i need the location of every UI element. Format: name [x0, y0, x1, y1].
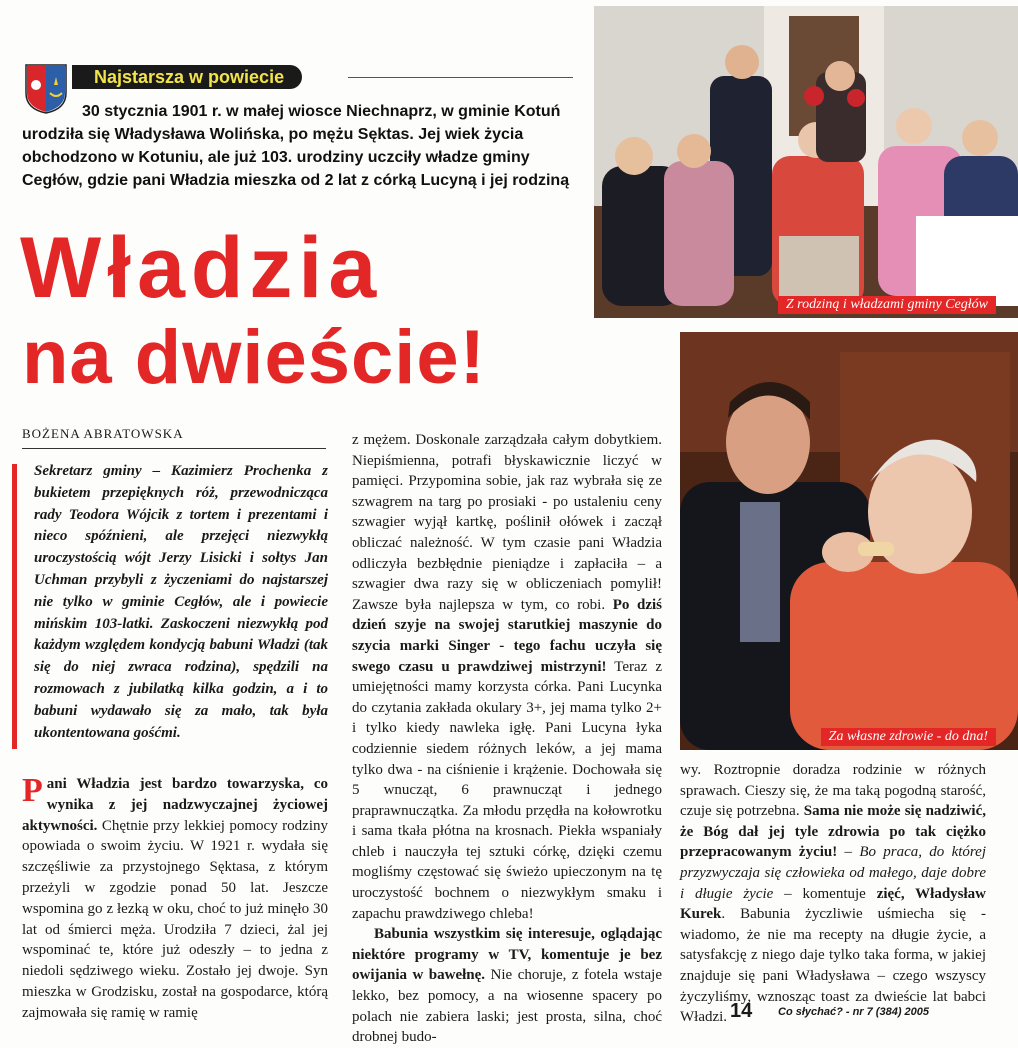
author-byline: BOŻENA ABRATOWSKA	[22, 426, 326, 449]
column-1-paragraph	[22, 774, 328, 1024]
intro-paragraph: Sekretarz gminy – Kazimierz Prochenka z bukietem przepięknych róż, przewodnicząca rady Teodora Wójcik z tortem i prezentami i nieco spóźnieni, ale przejęci niezwykłą uroczystością wójt Jerzy Lisicki i sołtys Jan Uchman przybyli z życzeniami do najstarszej nie tylko w gminie Cegłów, ale i powiecie mińskim 103-latki. Zaskoczeni niezwykłą pod każdym względem kondycją babuni Władzi (tak się do niej zwraca rodzina), spędzili na rozmowach z jubilatką kilka godzin, a i to babuni wydawało się za mało, tak była ukontentowana gośćmi.	[34, 463, 328, 741]
article-column-2	[352, 430, 662, 1048]
column-3-text: wy. Roztropnie doradza rodzinie w różnych sprawach. Cieszy się, że ma taką pogodną starość, czuje się potrzebna.	[680, 762, 986, 820]
headline-line-2: na dwieście!	[22, 315, 486, 400]
column-2-text: Teraz z umiejętności mamy korzysta córka. Pani Lucynka do czytania zakłada okulary 3+, jej mama tylko 2+ i tylko kiedy nawleka igłę. Pani Lucyna łyka codziennie siedem różnych leków, a jej mama tylko dwa - na ciśnienie i krążenie. Dochowała się 5 wnucząt, 6 prawnucząt i jednego praprawnuczątka. Za młodu przędła na kołowrotku i sama tkała płótna na krosnach. Piekła wspaniały chleb i nauczyła tej sztuki córkę, dzięki czemu mogliśmy częstować się świeżo upieczonym na tę uroczystość bochnem o niezwykłym smaku i zapachu prawdziwego chleba!	[352, 658, 662, 922]
column-3-text: . Babunia życzliwie uśmiecha się - wiadomo, że nie ma recepty na długie życie, a satysfakcję z niego daje tylko taka forma, w jakiej znajduje się pani Władysława – czego wszyscy życzyliśmy, wznosząc toast za dwieście lat babci Władzi.	[680, 906, 986, 1026]
headline-line-1: Władzia	[20, 220, 383, 316]
column-3-bold-1: Sama nie może się nadziwić, że Bóg dał jej tyle zdrowia po tak ciężko przepracowanym życiu!	[680, 803, 986, 861]
article-column-3	[680, 760, 986, 1028]
column-2-bold-1: Po dziś dzień szyje na swojej starutkiej maszynie do szycia marki Singer - tego fachu uczyła się swego czasu u prawdziwej mistrzyni!	[352, 596, 662, 675]
section-badge	[18, 63, 578, 91]
column-2-text: Nie choruje, z fotela wstaje lekko, bez pomocy, a na wiosenne spacery po polach nie zabiera laski; jest prosta, silna, choć drobnej budo-	[352, 967, 662, 1046]
lead-paragraph: 30 stycznia 1901 r. w małej wiosce Niechnaprz, w gminie Kotuń urodziła się Władysława Wolińska, po mężu Sęktas. Jej wiek życia obchodzono w Kotuniu, ale już 103. urodziny uczciły władze gminy Cegłów, gdzie pani Władzia mieszka od 2 lat z córką Lucyną i jej rodziną	[22, 103, 570, 189]
section-title: Najstarsza w powiecie	[72, 65, 302, 89]
toast-photo-illustration	[680, 332, 1018, 750]
family-photo-illustration	[594, 6, 1018, 318]
page-number: 14	[730, 1000, 753, 1022]
magazine-issue: Co słychać? - nr 7 (384) 2005	[778, 1006, 930, 1018]
bottom-photo-caption: Za własne zdrowie - do dna!	[821, 728, 996, 746]
column-2-paragraph-1	[352, 430, 662, 924]
column-3-paragraph	[680, 760, 986, 1028]
column-3-text: –	[837, 844, 860, 861]
column-3-text: – komentuje	[773, 885, 877, 902]
drop-cap: P	[22, 772, 43, 809]
column-1-bold-lead: ani Władzia jest bardzo towarzyska, co wynika z jej nadzwyczajnej życiowej aktywności.	[22, 776, 328, 834]
divider	[348, 77, 573, 78]
intro-accent-bar	[12, 464, 17, 749]
column-2-paragraph-2	[352, 924, 662, 1048]
article-column-1	[22, 774, 328, 1024]
column-3-bold-2: zięć, Władysław Kurek	[680, 885, 986, 923]
column-3-quote: Bo praca, do której przyzwyczaja się człowieka od małego, daje dobre i długie życie	[680, 844, 986, 902]
toast-photo	[680, 332, 1018, 750]
column-1-text: Chętnie przy lekkiej pomocy rodziny opowiada o swoim życiu. W 1921 r. wydała się szczęśliwie za przystojnego Sęktasa, z którym przeżyli w zgodzie ponad 50 lat. Jeszcze wspomina go z łezką w oku, choć to już minęło 30 lat od śmierci męża. Urodziła 7 dzieci, żal jej wspominać te, które już odeszły – to jedna z niedoli sędziwego wieku. Zostało jej dwoje. Syn mieszka w Grodzisku, został na gospodarce, którą zajmowała się ramię w ramię	[22, 817, 328, 1021]
column-2-bold-2: Babunia wszystkim się interesuje, oglądając niektóre programy w TV, komentuje je bez owijania w bawełnę.	[352, 926, 662, 984]
top-photo-caption: Z rodziną i władzami gminy Cegłów	[778, 296, 996, 314]
column-2-text: z mężem. Doskonale zarządzała całym dobytkiem. Niepiśmienna, potrafi błyskawicznie liczyć w pamięci. Przypomina sobie, jak raz wybrała się ze szwagrem na targ po prosiaki - po ustaleniu ceny szwagier wyjął kartkę, poślinił ołówek i zaczął obliczać należność. W tym czasie pani Władzia odliczyła bezbłędnie pieniądze i zapłaciła – a szwagier dwa razy się w obliczeniach pomylił! Zawsze była najlepsza w tym, co robi.	[352, 432, 662, 613]
family-group-photo	[594, 6, 1018, 318]
